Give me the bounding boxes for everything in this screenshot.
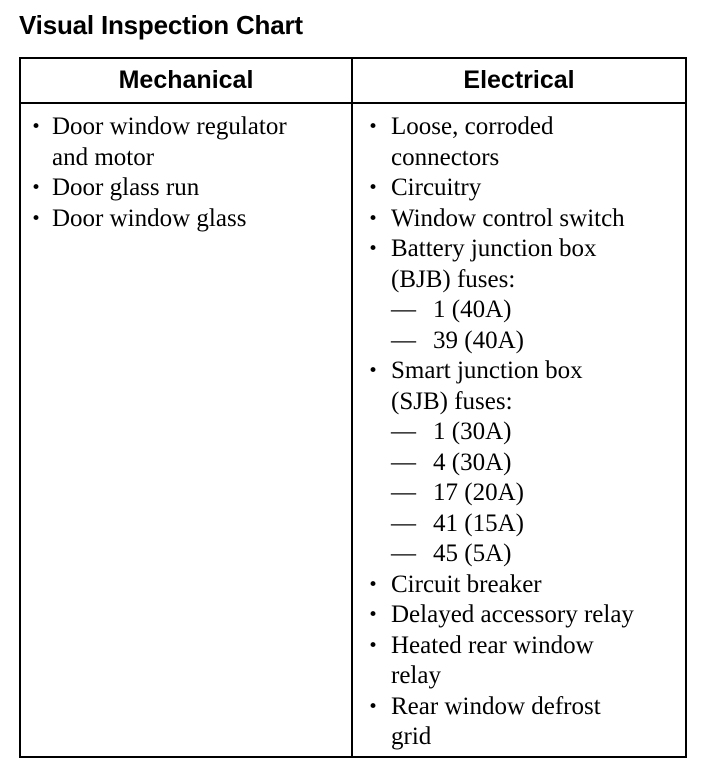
list-item [21, 112, 351, 143]
bullet-icon: • [368, 239, 379, 259]
list-item [353, 600, 685, 631]
list-item [353, 722, 685, 753]
bullet-icon: • [31, 117, 42, 137]
sub-list-item-text: 4 (30A) [433, 448, 512, 476]
list-item [353, 692, 685, 723]
list-item-text: Heated rear window [391, 631, 594, 659]
dash-icon: — [391, 509, 416, 537]
dash-icon: — [391, 326, 416, 354]
list-item [353, 387, 685, 418]
list-item-text: Battery junction box [391, 235, 597, 262]
list-item-text: relay [391, 662, 441, 689]
bullet-icon: • [368, 208, 379, 229]
list-item [353, 204, 685, 235]
electrical-list [353, 104, 685, 753]
list-item [21, 204, 351, 235]
sub-list-item [353, 448, 685, 479]
list-item-text: grid [391, 723, 432, 750]
list-item [353, 661, 685, 692]
list-item-text: Door glass run [52, 174, 200, 201]
list-item [353, 265, 685, 296]
sub-list-item [353, 539, 685, 570]
electrical-cell [352, 103, 686, 757]
table-header-row [20, 58, 686, 103]
list-item-text: Smart junction box [391, 357, 583, 384]
bullet-icon: • [368, 605, 379, 625]
list-item [21, 143, 351, 174]
sub-list-item [353, 417, 685, 448]
mechanical-column-header: Mechanical [20, 58, 352, 103]
list-item [353, 143, 685, 174]
list-item-text: connectors [391, 143, 500, 171]
dash-icon: — [391, 448, 416, 476]
bullet-icon: • [368, 178, 379, 198]
bullet-icon: • [368, 361, 379, 381]
list-item [353, 173, 685, 204]
sub-list-item-text: 1 (40A) [433, 296, 512, 323]
bullet-icon: • [368, 696, 379, 717]
bullet-icon: • [368, 635, 379, 656]
bullet-icon: • [368, 574, 379, 595]
list-item-text: (SJB) fuses: [391, 387, 513, 415]
list-item-text: Loose, corroded [391, 113, 554, 140]
bullet-icon: • [31, 208, 42, 229]
list-item-text: Circuitry [391, 174, 482, 201]
sub-list-item [353, 295, 685, 326]
list-item-text: Door window glass [52, 204, 247, 232]
list-item-text: Window control switch [391, 204, 625, 232]
list-item-text: Door window regulator [52, 113, 287, 140]
inspection-table [19, 57, 687, 758]
list-item [353, 112, 685, 143]
list-item [353, 631, 685, 662]
sub-list-item-text: 17 (20A) [433, 479, 524, 506]
list-item-text: Circuit breaker [391, 570, 542, 598]
sub-list-item [353, 509, 685, 540]
sub-list-item-text: 45 (5A) [433, 540, 512, 567]
dash-icon: — [391, 418, 416, 445]
list-item [353, 356, 685, 387]
list-item [353, 234, 685, 265]
sub-list-item [353, 326, 685, 357]
sub-list-item-text: 1 (30A) [433, 418, 512, 445]
dash-icon: — [391, 479, 416, 506]
electrical-column-header: Electrical [352, 58, 686, 103]
page-title: Visual Inspection Chart [19, 10, 303, 40]
list-item [21, 173, 351, 204]
bullet-icon: • [31, 178, 42, 198]
list-item-text: Rear window defrost [391, 692, 601, 720]
bullet-icon: • [368, 117, 379, 137]
sub-list-item-text: 41 (15A) [433, 509, 524, 537]
sub-list-item [353, 478, 685, 509]
mechanical-cell [20, 103, 352, 757]
table-row [20, 103, 686, 757]
list-item [353, 570, 685, 601]
mechanical-list [21, 104, 351, 234]
sub-list-item-text: 39 (40A) [433, 326, 524, 354]
dash-icon: — [391, 296, 416, 323]
list-item-text: (BJB) fuses: [391, 265, 516, 293]
dash-icon: — [391, 540, 416, 567]
list-item-text: and motor [52, 143, 155, 171]
list-item-text: Delayed accessory relay [391, 601, 634, 628]
